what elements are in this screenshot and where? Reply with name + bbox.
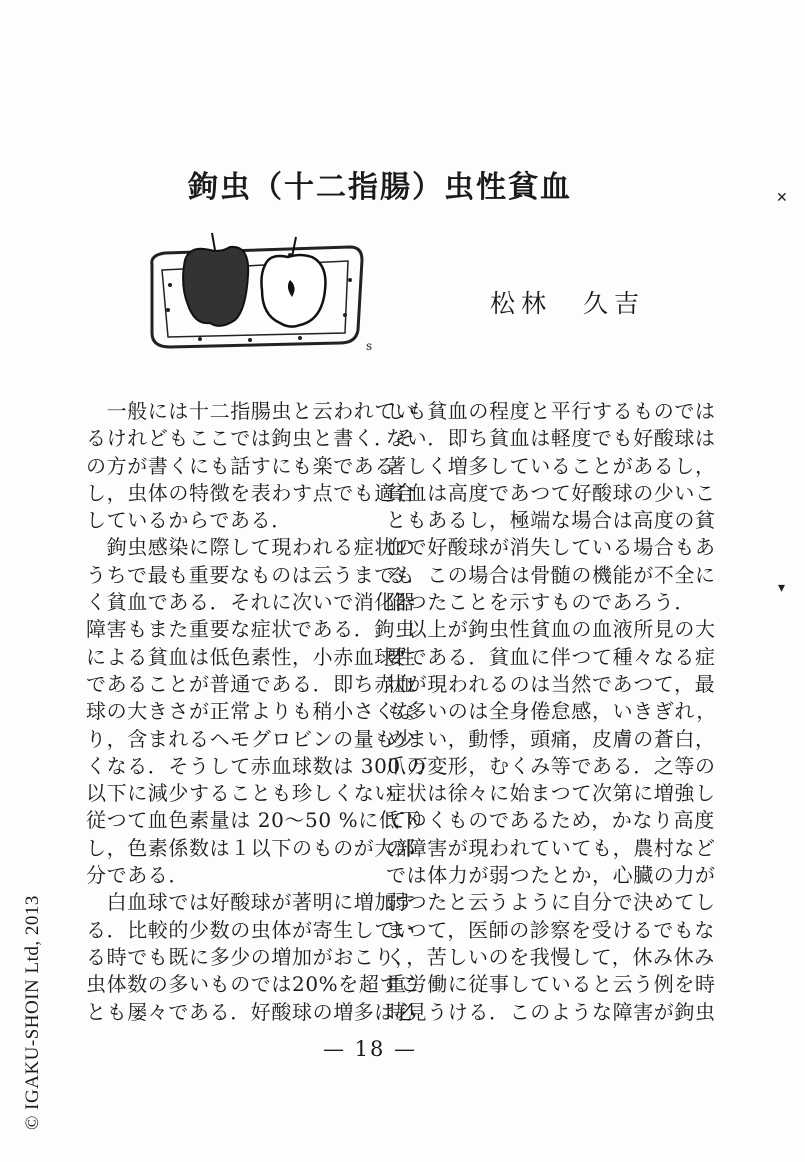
text-line: る時でも既に多少の増加がおこり， [86, 944, 416, 969]
text-line: 著しく増多していることがあるし， [386, 453, 716, 478]
text-line: く貧血である．それに次いで消化器 [86, 590, 416, 615]
text-line: 以下に減少することも珍しくない． [86, 781, 416, 806]
page-number: — 18 — [322, 1037, 418, 1061]
text-line: し，色素係数は１以下のものが大部 [86, 835, 416, 860]
text-line: 時見うける．このような障害が鉤虫 [386, 999, 716, 1024]
text-line: 弱つたと云うように自分で決めてし [386, 890, 716, 915]
text-line: うちで最も重要なものは云うまでも [86, 562, 416, 587]
text-line: 状が現われるのは当然であつて，最 [386, 671, 716, 696]
text-line: 陥つたことを示すものであろう． [386, 590, 695, 615]
text-line: てゆくものであるため，かなり高度 [386, 808, 715, 833]
text-line: 虫体数の多いものでは20%を超すこ [86, 972, 421, 997]
text-line: る．この場合は骨髄の機能が不全に [386, 562, 716, 587]
article-title: 鉤虫（十二指腸）虫性貧血 [188, 170, 572, 205]
text-line: ない．即ち貧血は軽度でも好酸球は [386, 426, 716, 451]
text-line: くなる．そうして赤血球数は 300 万 [86, 753, 429, 778]
text-line: 白血球では好酸球が著明に増加す [86, 890, 416, 915]
scan-edge-mark: ✕ [776, 190, 788, 206]
body-column-left [86, 398, 429, 1026]
text-line: では体力が弱つたとか，心臓の力が [386, 863, 716, 888]
text-line: 一般には十二指腸虫と云われてい [86, 399, 416, 423]
text-line: く，苦しいのを我慢して，休み休み [386, 944, 715, 969]
text-line: し，虫体の特徴を表わす点でも適合 [86, 480, 416, 505]
text-line: 障害もまた重要な症状である．鉤虫 [86, 617, 416, 642]
text-line: しも貧血の程度と平行するものでは [386, 399, 716, 423]
text-line: 貧血は高度であつて好酸球の少いこ [386, 480, 716, 505]
text-line: 鉤虫感染に際して現われる症状の [86, 535, 416, 560]
copyright-notice: © IGAKU-SHOIN Ltd, 2013 [22, 895, 43, 1130]
text-line: めまい，動悸，頭痛，皮膚の蒼白， [386, 726, 716, 751]
text-line: 爪の変形，むくみ等である．之等の [386, 753, 716, 778]
scan-edge-mark: ▾ [778, 580, 786, 596]
text-line: 分である． [86, 863, 189, 888]
text-line: 血で好酸球が消失している場合もあ [386, 535, 716, 560]
text-line: の方が書くにも話すにも楽である [86, 453, 395, 478]
illustration-signature: s [366, 339, 373, 353]
body-column-right [386, 398, 717, 1026]
author-name: 松林 久吉 [490, 289, 646, 318]
text-line: るけれどもここでは鉤虫と書く．そ [86, 426, 416, 451]
text-line: ともあるし，極端な場合は高度の貧 [386, 508, 716, 533]
text-line: であることが普通である．即ち赤血 [86, 671, 416, 696]
text-line: の障害が現われていても，農村など [386, 835, 716, 860]
text-line: 重労働に従事していると云う例を時 [386, 972, 716, 997]
text-line: 症状は徐々に始まつて次第に増強し [386, 781, 716, 806]
text-line: とも屡々である．好酸球の増多は必 [86, 999, 416, 1024]
text-line: しているからである． [86, 508, 292, 533]
text-line: も多いのは全身倦怠感，いきぎれ， [386, 699, 717, 724]
text-line: 球の大きさが正常よりも稍小さくな [86, 699, 416, 724]
text-line: り，含まれるヘモグロビンの量も少 [86, 726, 416, 751]
apples-on-plate-illustration [140, 225, 380, 360]
text-line: 以上が鉤虫性貧血の血液所見の大 [386, 617, 716, 642]
text-line: 要である．貧血に伴つて種々なる症 [386, 644, 716, 669]
text-line: による貧血は低色素性，小赤血球性 [86, 644, 416, 669]
text-line: る．比較的少数の虫体が寄生してい [86, 917, 416, 942]
text-line: まつて，医師の診察を受けるでもな [386, 917, 715, 942]
text-line: 従つて血色素量は 20〜50 %に低下 [86, 808, 421, 833]
